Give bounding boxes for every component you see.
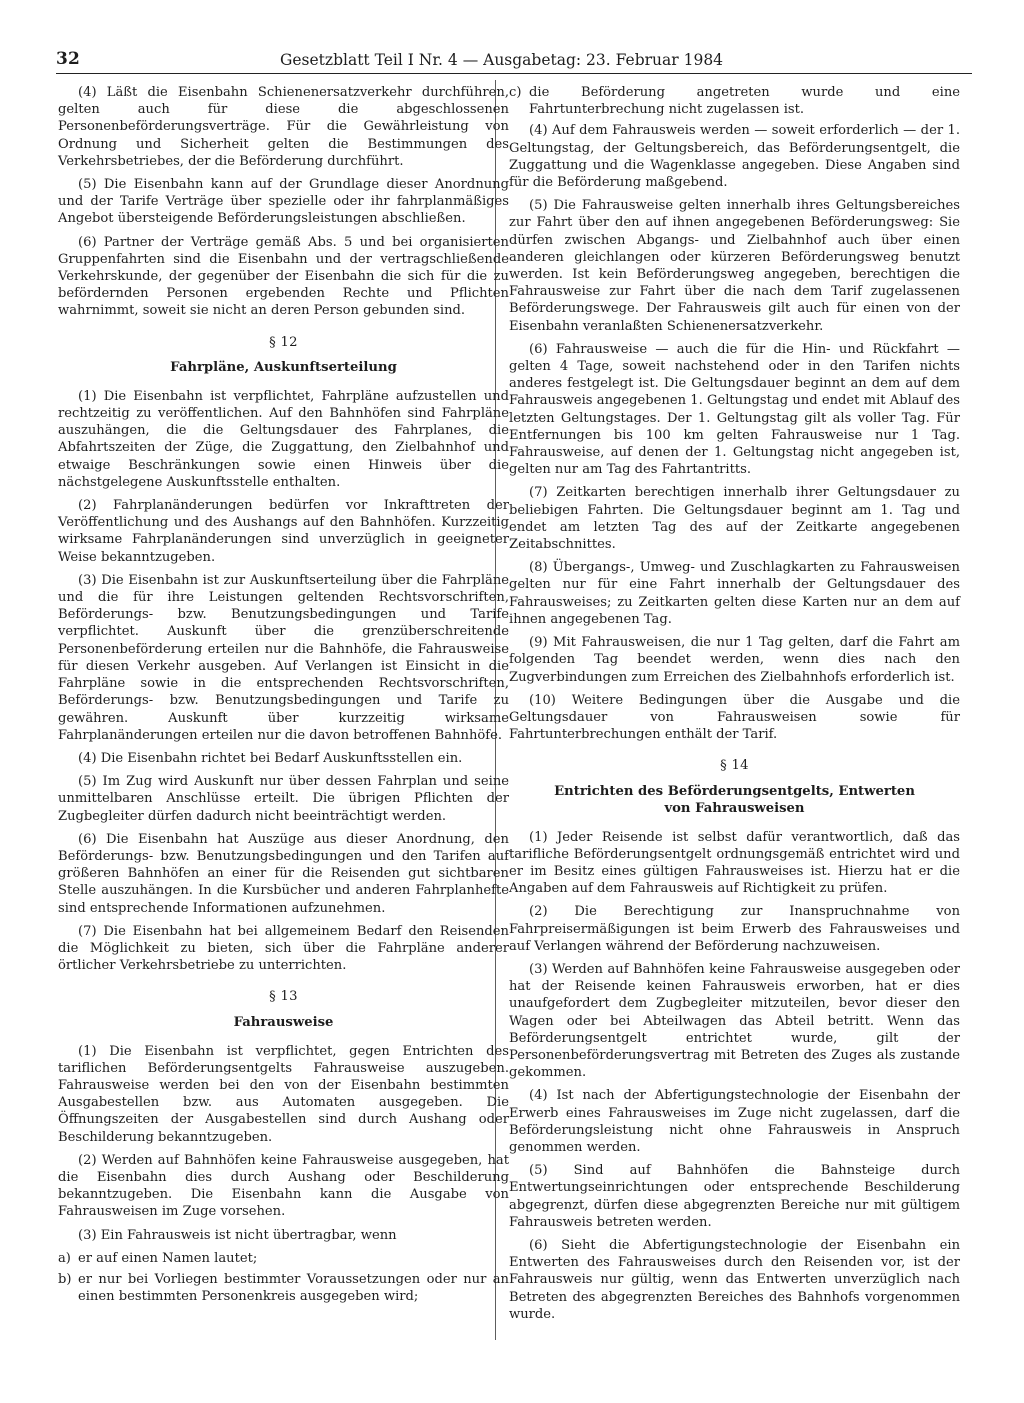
paragraph-s13-10: (10) Weitere Bedingungen über die Ausgabe und die Geltungsdauer von Fahrausweisen sowie für Fahrtunterbrechungen enthält der Tarif. bbox=[509, 692, 960, 743]
paragraph-s12-1: (1) Die Eisenbahn ist verpflichtet, Fahrpläne aufzustellen und rechtzeitig zu veröffentlichen. Auf den Bahnhöfen sind Fahrpläne auszuhängen, die die Geltungsdauer des Fahrplanes, die Abfahrtszeiten der Züge, die Zuggattung, den Zielbahnhof und etwaige Beschränkungen sowie einen Hinweis über die nächstgelegene Auskunftsstelle enthalten. bbox=[58, 388, 509, 490]
section-13-title: Fahrausweise bbox=[233, 1014, 334, 1030]
section-14-number: § 14 bbox=[720, 758, 749, 774]
paragraph-s12-7: (7) Die Eisenbahn hat bei allgemeinem Bedarf den Reisenden die Möglichkeit zu bieten, sich über die Fahrpläne anderer örtlicher Verkehrsbetriebe zu unterrichten. bbox=[58, 923, 509, 974]
list-item-text: er auf einen Namen lautet; bbox=[78, 1250, 258, 1266]
paragraph-s11-5: (5) Die Eisenbahn kann auf der Grundlage dieser Anordnung und der Tarife Verträge über spezielle oder ihr fahrplanmäßiges Angebot übersteigende Beförderungsleistungen abschließen. bbox=[58, 177, 509, 227]
list-item-label: b) bbox=[58, 1271, 72, 1287]
paragraph-s14-5: (5) Sind auf Bahnhöfen die Bahnsteige durch Entwertungseinrichtungen oder entsprechende Beschilderung abgegrenzt, dürfen diese abgegrenzten Bereiche nur mit gültigem Fahrausweis betreten werden. bbox=[509, 1163, 960, 1230]
left-column bbox=[58, 84, 509, 1309]
list-item-c bbox=[509, 84, 960, 118]
paragraph-s13-4: (4) Auf dem Fahrausweis werden — soweit erforderlich — der 1. Geltungstag, der Geltungsbereich, das Beförderungsentgelt, die Zuggattung und die Wagenklasse angegeben. Diese Angaben sind für die Beförderung maßgebend. bbox=[509, 123, 960, 191]
paragraph-s14-2: (2) Die Berechtigung zur Inanspruchnahme von Fahrpreisermäßigungen ist beim Erwerb des Fahrausweises und auf Verlangen während der Beförderung nachzuweisen. bbox=[509, 904, 960, 954]
list-item-text: die Beförderung angetreten wurde und eine Fahrtunterbrechung nicht zugelassen ist. bbox=[529, 85, 960, 118]
paragraph-s12-2: (2) Fahrplanänderungen bedürfen vor Inkrafttreten der Veröffentlichung und des Aushangs auf den Bahnhöfen. Kurzzeitig wirksame Fahrplanänderungen sind unverzüglich in geeigneter Weise bekanntzugeben. bbox=[58, 498, 509, 565]
paragraph-s11-6: (6) Partner der Verträge gemäß Abs. 5 und bei organisierten Gruppenfahrten sind die Eisenbahn und der vertragschließende Verkehrskunde, der gegenüber der Eisenbahn die sich für die zu befördernden Personen ergebenden Rechte und Pflichten wahrnimmt, soweit sie nicht an deren Person gebunden sind. bbox=[58, 234, 509, 319]
paragraph-s13-1: (1) Die Eisenbahn ist verpflichtet, gegen Entrichten des tariflichen Beförderungsentgelts Fahrausweise auszugeben. Fahrausweise werden bei den von der Eisenbahn bestimmten Ausgabestellen bzw. aus Automaten ausgegeben. Die Öffnungszeiten der Ausgabestellen sind durch Aushang oder Beschilderung bekanntzugeben. bbox=[58, 1043, 509, 1145]
paragraph-s13-7: (7) Zeitkarten berechtigen innerhalb ihrer Geltungsdauer zu beliebigen Fahrten. Die Geltungsdauer beginnt am 1. Tag und endet am letzten Tag des auf der Zeitkarte angegebenen Zeitabschnittes. bbox=[509, 485, 960, 553]
right-column bbox=[509, 84, 960, 1329]
list-item-label: a) bbox=[58, 1250, 71, 1266]
paragraph-s13-9: (9) Mit Fahrausweisen, die nur 1 Tag gelten, darf die Fahrt am folgenden Tag beendet werden, wenn dies nach den Zugverbindungen zum Erreichen des Zielbahnhofs erforderlich ist. bbox=[509, 635, 960, 685]
paragraph-s13-6: (6) Fahrausweise — auch die für die Hin- und Rückfahrt — gelten 4 Tage, soweit nachstehend oder in den Tarifen nichts anderes festgelegt ist. Die Geltungsdauer beginnt an dem auf dem Fahrausweis angegebenen 1. Geltungstag und endet mit Ablauf des letzten Geltungstages. Der 1. Geltungstag gilt als voller Tag. Für Entfernungen bis 100 km gelten Fahrausweise nur 1 Tag. Fahrausweise, auf denen der 1. Geltungstag nicht angegeben ist, gelten nur am Tag des Fahrtantritts. bbox=[509, 341, 960, 478]
section-13-number: § 13 bbox=[269, 989, 298, 1005]
section-14-title bbox=[509, 783, 960, 817]
running-head: Gesetzblatt Teil I Nr. 4 — Ausgabetag: 23. Februar 1984 bbox=[280, 50, 724, 69]
section-12-title: Fahrpläne, Auskunftserteilung bbox=[170, 359, 397, 375]
paragraph-s14-4: (4) Ist nach der Abfertigungstechnologie der Eisenbahn der Erwerb eines Fahrausweises im Zuge nicht zugelassen, darf die Beförderungsleistung nicht ohne Fahrausweis in Anspruch genommen werden. bbox=[509, 1088, 960, 1155]
paragraph-s12-6: (6) Die Eisenbahn hat Auszüge aus dieser Anordnung, den Beförderungs- bzw. Benutzungsbedingungen und den Tarifen auf größeren Bahnhöfen an einer für die Reisenden gut sichtbaren Stelle auszuhängen. In die Kursbücher und anderen Fahrplanhefte sind entsprechende Informationen aufzunehmen. bbox=[58, 831, 509, 916]
paragraph-s14-3: (3) Werden auf Bahnhöfen keine Fahrausweise ausgegeben oder hat der Reisende keinen Fahrausweis erworben, hat er dies unaufgefordert dem Zugbegleiter mitzuteilen, bevor dieser den Wagen oder bei Abteilwagen das Abteil betritt. Wenn das Beförderungsentgelt entrichtet wurde, gilt der Personenbeförderungsvertrag mit Betreten des Zuges als zustande gekommen. bbox=[509, 961, 960, 1081]
list-item-b bbox=[58, 1271, 509, 1305]
paragraph-s12-4: (4) Die Eisenbahn richtet bei Bedarf Auskunftsstellen ein. bbox=[78, 750, 463, 766]
page-header bbox=[56, 40, 972, 74]
section-14-title-line-1: Entrichten des Beförderungsentgelts, Entwerten bbox=[554, 783, 915, 799]
page-number: 32 bbox=[56, 49, 81, 69]
paragraph-s14-6: (6) Sieht die Abfertigungstechnologie der Eisenbahn ein Entwerten des Fahrausweises durch den Reisenden vor, ist der Fahrausweis nur gültig, wenn das Entwerten unverzüglich nach Betreten des abgegrenzten Bereiches des Bahnhofs vorgenommen wurde. bbox=[509, 1237, 960, 1322]
paragraph-s13-3: (3) Ein Fahrausweis ist nicht übertragbar, wenn bbox=[78, 1227, 397, 1243]
paragraph-s12-3: (3) Die Eisenbahn ist zur Auskunftserteilung über die Fahrpläne und die für ihre Leistungen geltenden Rechtsvorschriften, Beförderungs- bzw. Benutzungsbedingungen und Tarife verpflichtet. Auskunft über die grenzüberschreitende Personenbeförderung erteilen nur die Bahnhöfe, die Fahrausweise für diesen Verkehr ausgeben. Auf Verlangen ist Einsicht in die Fahrpläne sowie in die entsprechenden Rechtsvorschriften, Beförderungs- bzw. Benutzungsbedingungen und Tarife zu gewähren. Auskunft über kurzzeitig wirksame Fahrplanänderungen erteilen nur die davon betroffenen Bahnhöfe. bbox=[58, 572, 509, 743]
section-12-number: § 12 bbox=[269, 334, 298, 350]
list-item-text: er nur bei Vorliegen bestimmter Voraussetzungen oder nur an einen bestimmten Personenkreis ausgegeben wird; bbox=[78, 1271, 509, 1305]
paragraph-s11-4: (4) Läßt die Eisenbahn Schienenersatzverkehr durchführen, gelten auch für diese die abgeschlossenen Personenbeförderungsverträge. Für die Gewährleistung von Ordnung und Sicherheit gelten die Bestimmungen des Verkehrsbetriebes, der die Beförderung durchführt. bbox=[58, 85, 509, 169]
paragraph-s13-5: (5) Die Fahrausweise gelten innerhalb ihres Geltungsbereiches zur Fahrt über den auf ihnen angegebenen Beförderungsweg: Sie dürfen zwischen Abgangs- und Zielbahnhof auch über einen anderen gleichlangen oder kürzeren Beförderungsweg benutzt werden. Ist kein Beförderungsweg angegeben, berechtigen die Fahrausweise zur Fahrt über die nach dem Tarif zugelassenen Beförderungswege. Der Fahrausweis gilt auch für einen von der Eisenbahn veranlaßten Schienenersatzverkehr. bbox=[509, 198, 960, 334]
paragraph-s13-2: (2) Werden auf Bahnhöfen keine Fahrausweise ausgegeben, hat die Eisenbahn dies durch Aushang oder Beschilderung bekanntzugeben. Die Eisenbahn kann die Ausgabe von Fahrausweisen im Zuge vorsehen. bbox=[58, 1152, 509, 1220]
paragraph-s12-5: (5) Im Zug wird Auskunft nur über dessen Fahrplan und seine unmittelbaren Anschlüsse erteilt. Die übrigen Pflichten der Zugbegleiter dürfen dadurch nicht beeinträchtigt werden. bbox=[58, 774, 509, 824]
paragraph-s14-1: (1) Jeder Reisende ist selbst dafür verantwortlich, daß das tarifliche Beförderungsentgelt ordnungsgemäß entrichtet wird und er im Besitz eines gültigen Fahrausweises ist. Hierzu hat er die Angaben auf dem Fahrausweis auf Richtigkeit zu prüfen. bbox=[509, 829, 960, 897]
paragraph-s13-8: (8) Übergangs-, Umweg- und Zuschlagkarten zu Fahrausweisen gelten nur für eine Fahrt innerhalb der Geltungsdauer des Fahrausweises; zu Zeitkarten gelten diese Karten nur an dem auf ihnen angegebenen Tag. bbox=[509, 560, 960, 627]
list-item-label: c) bbox=[509, 85, 522, 100]
section-14-title-line-2: von Fahrausweisen bbox=[664, 800, 805, 816]
list-item-a bbox=[58, 1250, 509, 1267]
